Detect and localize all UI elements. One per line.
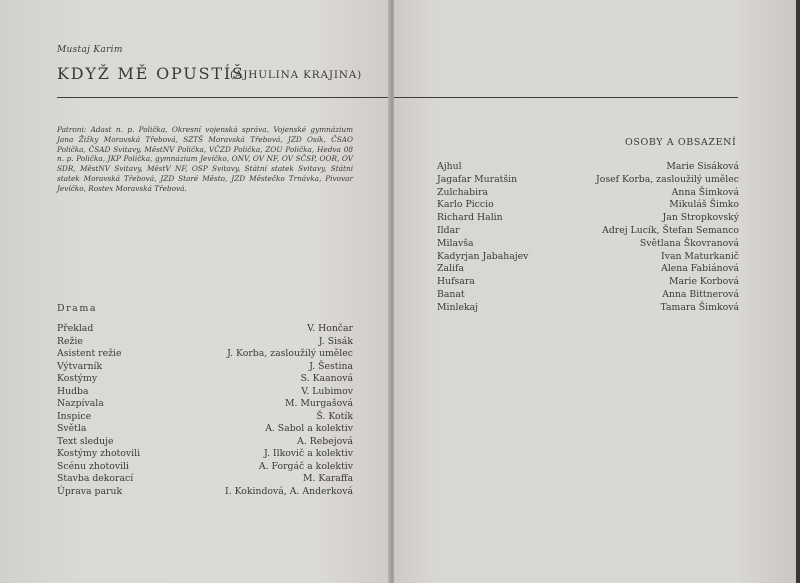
cast-actor: Anna Bittnerová — [662, 288, 739, 300]
crew-role: Kostýmy zhotovili — [57, 448, 141, 459]
cast-actor: Josef Korba, zasloužilý umělec — [596, 173, 739, 185]
cast-actor: Jan Stropkovský — [662, 212, 739, 224]
cast-actor: Světlana Škovranová — [639, 237, 739, 249]
cast-role: Kadyrjan Jabahajev — [437, 250, 529, 262]
crew-name: Š. Kotík — [316, 410, 353, 422]
cast-actor: Tamara Šimková — [660, 301, 739, 313]
crew-row — [57, 473, 353, 486]
cast-role: Minlekaj — [437, 301, 479, 313]
crew-row — [57, 423, 353, 436]
crew-row — [57, 448, 353, 461]
crew-name: J. Šestina — [309, 360, 353, 372]
crew-row — [57, 336, 353, 349]
cast-actor: Marie Korbová — [668, 276, 739, 288]
cast-row — [437, 161, 739, 174]
title-divider-left — [57, 97, 392, 98]
crew-name: V. Hončar — [307, 323, 353, 334]
crew-row — [57, 361, 353, 374]
cast-role: Zalifa — [437, 263, 464, 275]
crew-name: M. Murgašová — [284, 398, 353, 409]
crew-row — [57, 373, 353, 386]
author-name: Mustaj Karim — [57, 45, 123, 55]
crew-row — [57, 398, 353, 411]
crew-row — [57, 323, 353, 336]
crew-name: I. Kokindová, A. Anderková — [225, 485, 353, 497]
drama-heading: Drama — [57, 303, 97, 314]
crew-row — [57, 348, 353, 361]
crew-name: S. Kaanová — [300, 373, 353, 384]
crew-name: V. Lubimov — [301, 385, 353, 397]
cast-role: Karlo Piccio — [437, 199, 494, 211]
crew-role: Výtvarník — [57, 360, 103, 372]
cast-row — [437, 199, 739, 212]
cast-role: Ildar — [437, 224, 460, 236]
crew-row — [57, 486, 353, 499]
cast-row — [437, 238, 739, 251]
cast-row — [437, 289, 739, 302]
cast-role: Zulchabira — [437, 186, 489, 198]
cast-role: Jagafar Muratšin — [437, 173, 518, 185]
crew-name: A. Rebejová — [297, 435, 353, 447]
cast-actor: Anna Šimková — [671, 186, 739, 198]
crew-role: Úprava paruk — [57, 485, 123, 497]
cast-heading: OSOBY A OBSAZENÍ — [625, 137, 737, 148]
crew-name: J. Korba, zasloužilý umělec — [227, 348, 353, 359]
crew-name: J. Ilkovič a kolektiv — [264, 448, 353, 459]
cast-row — [437, 187, 739, 200]
crew-row — [57, 461, 353, 474]
crew-row — [57, 436, 353, 449]
cast-actor: Mikuláš Šimko — [669, 199, 739, 211]
cast-role: Hufsara — [437, 276, 475, 288]
cast-row — [437, 276, 739, 289]
crew-name: M. Karaffa — [302, 473, 353, 484]
crew-role: Režie — [57, 335, 83, 347]
cast-row — [437, 225, 739, 238]
cast-list — [437, 161, 739, 315]
cast-role: Richard Halin — [437, 212, 503, 224]
crew-row — [57, 386, 353, 399]
crew-role: Inspice — [57, 410, 92, 422]
patrons-paragraph: Patroni: Adast n. p. Polička, Okresní vojenská správa, Vojenské gymnázium Jana Žižky Moravská Třebová, SZTŠ Moravská Třebová, JZD Osík, ČSAO Polička, ČSAD Svitavy, MěstNV Polička, VČZD Polička, ZOU Polička, Hedva 08 n. p. Polička, JKP Polička, gymnázium Jevíčko, ONV, OV NF, OV SČSP, OOR, OV SDR, MěstNV Svitavy, MěstV NF, OSP Svitavy, Státní statek Svitavy, Státní statek Moravská Třebová, JZD Staré Město, JZD Městečko Trnávka, Pivovar Jevíčko, Rostex Moravská Třebová. — [57, 125, 353, 193]
crew-name: A. Forgáč a kolektiv — [258, 460, 353, 472]
cast-role: Milavša — [437, 237, 474, 249]
cast-row — [437, 212, 739, 225]
crew-role: Asistent režie — [57, 348, 122, 359]
cast-role: Ajhul — [437, 161, 462, 172]
play-subtitle: (AJHULINA KRAJINA) — [230, 69, 363, 81]
crew-role: Scénu zhotovili — [57, 460, 129, 472]
cast-actor: Alena Fabiánová — [661, 263, 739, 275]
cast-actor: Ivan Maturkanič — [661, 250, 739, 262]
crew-role: Text sleduje — [57, 435, 114, 447]
cast-role: Banat — [437, 288, 465, 300]
crew-name: J. Sisák — [318, 335, 353, 347]
crew-role: Stavba dekorací — [57, 473, 134, 484]
cast-row — [437, 174, 739, 187]
title-divider-right — [394, 97, 738, 98]
crew-list — [57, 323, 353, 498]
crew-role: Překlad — [57, 323, 94, 334]
crew-role: Světla — [57, 423, 87, 434]
crew-role: Kostýmy — [57, 373, 98, 384]
cast-actor: Marie Sisáková — [666, 161, 739, 172]
cast-row — [437, 251, 739, 264]
left-page — [0, 0, 392, 583]
crew-role: Hudba — [57, 385, 89, 397]
cast-row — [437, 302, 739, 315]
crew-row — [57, 411, 353, 424]
cast-actor: Adrej Lucík, Štefan Semanco — [602, 224, 739, 236]
play-title: KDYŽ MĚ OPUSTÍŠ — [57, 64, 245, 83]
crew-role: Nazpívala — [57, 398, 104, 409]
crew-name: A. Sabol a kolektiv — [265, 423, 353, 434]
cast-row — [437, 263, 739, 276]
